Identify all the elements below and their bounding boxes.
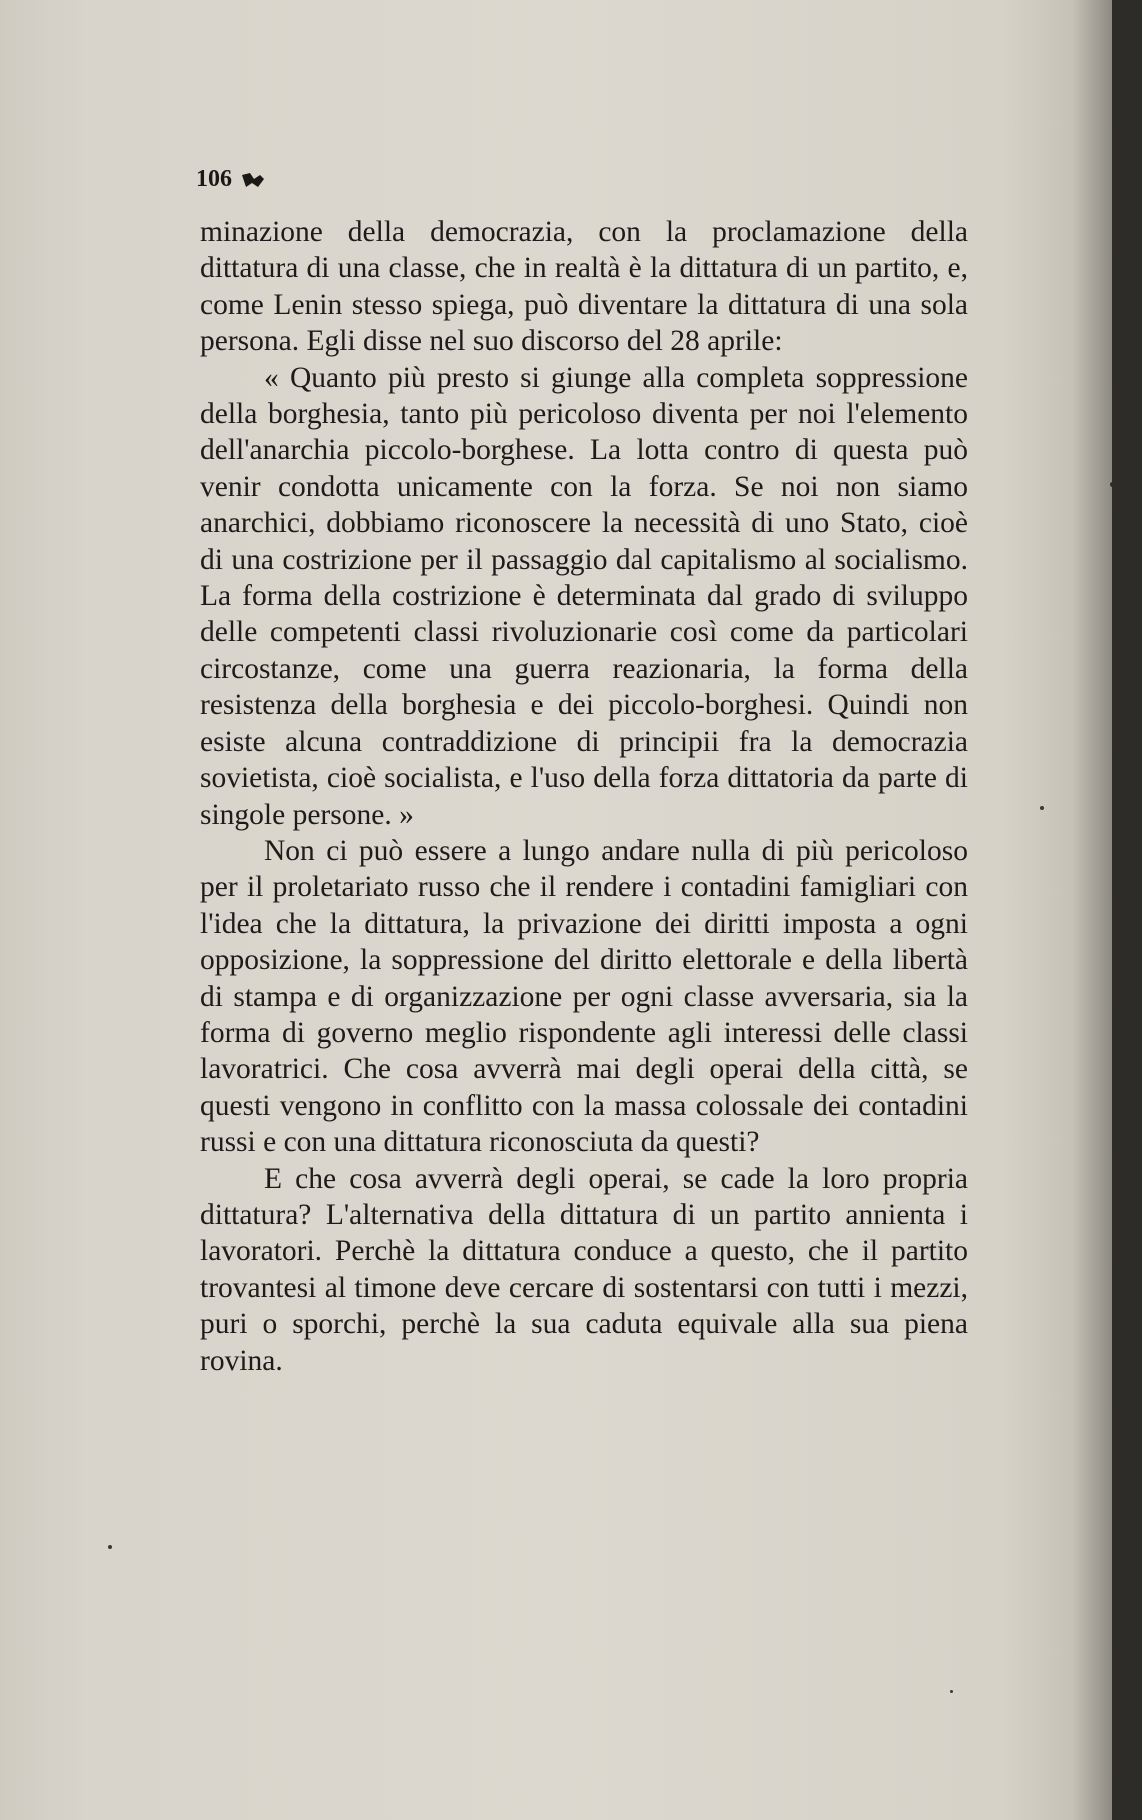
page-number: 106 xyxy=(196,166,232,192)
paper-speck xyxy=(108,1545,112,1549)
body-text xyxy=(200,214,968,1379)
page-edge-shadow xyxy=(1072,0,1112,1820)
page-header xyxy=(196,166,266,193)
paragraph-quote: « Quanto più presto si giunge alla completa soppressione della borghesia, tanto più pericoloso diventa per noi l'elemento dell'anarchia piccolo-borghese. La lotta contro di questa può venir condotta unicamente con la forza. Se noi non siamo anarchici, dobbiamo riconoscere la necessità di uno Stato, cioè di una costrizione per il passaggio dal capitalismo al socialismo. La forma della costrizione è determinata dal grado di sviluppo delle competenti classi rivoluzionarie così come da particolari circostanze, come una guerra reazionaria, la forma della resistenza della borghesia e dei piccolo-borghesi. Quindi non esiste alcuna contraddizione di principii fra la democrazia sovietista, cioè socialista, e l'uso della forza dittatoria da parte di singole persone. » xyxy=(200,361,968,831)
ornament-icon xyxy=(240,169,266,191)
paragraph: E che cosa avverrà degli operai, se cade la loro propria dittatura? L'alternativa della dittatura di un partito annienta i lavoratori. Perchè la dittatura conduce a questo, che il partito trovantesi al timone deve cercare di sostentarsi con tutti i mezzi, puri o sporchi, perchè la sua caduta equivale alla sua piena rovina. xyxy=(200,1162,968,1377)
paragraph: minazione della democrazia, con la proclamazione della dittatura di una classe, che in realtà è la dittatura di un partito, e, come Lenin stesso spiega, può diventare la dittatura di una sola persona. Egli disse nel suo discorso del 28 aprile: xyxy=(200,216,968,358)
paper-speck xyxy=(1040,806,1044,810)
paragraph: Non ci può essere a lungo andare nulla di più pericoloso per il proletariato russo che il rendere i contadini famigliari con l'idea che la dittatura, la privazione dei diritti imposta a ogni opposizione, la soppressione del diritto elettorale e della libertà di stampa e di organizzazione per ogni classe avversaria, sia la forma di governo meglio rispondente agli interessi delle classi lavoratrici. Che cosa avverrà mai degli operai della città, se questi vengono in conflitto con la massa colossale dei contadini russi e con una dittatura riconosciuta da questi? xyxy=(200,834,968,1159)
paper-speck xyxy=(950,1690,953,1693)
